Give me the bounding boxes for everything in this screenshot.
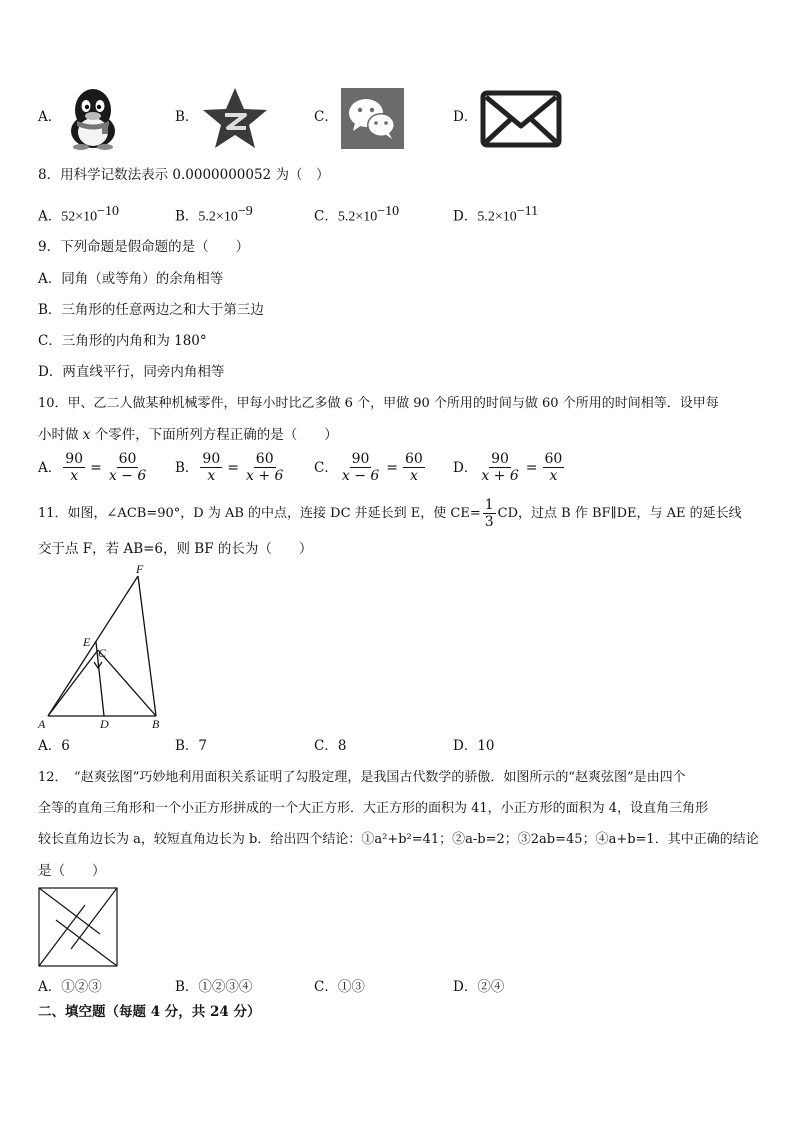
- q9-option-a: A．同角（或等角）的余角相等: [38, 271, 224, 287]
- qq-penguin-icon: [62, 86, 124, 150]
- q11-stem-line2: 交于点 F，若 AB=6，则 BF 的长为（ ）: [38, 541, 313, 557]
- point-label-e: E: [83, 635, 91, 649]
- q12-option-d: D．②④: [453, 979, 505, 995]
- point-label-a: A: [38, 717, 46, 731]
- point-label-b: B: [152, 717, 160, 731]
- q10-option-c: C． $\frac{90}{x - 6}$ = $\frac{60}{x}$: [314, 451, 423, 484]
- point-label-f: F: [136, 562, 144, 576]
- q8-option-d: D．$5.2\times 10^{-11}$: [453, 204, 539, 225]
- q10-option-a: A． $\frac{90}{x}$ = $\frac{60}{x - 6}$: [38, 451, 147, 484]
- q11-stem-line1: 11．如图，∠ACB=90°，D 为 AB 的中点，连接 DC 并延长到 E，使 CE= $\frac{1}{3}$ CD，过点 B 作 BF∥DE，与 AE 的延长线: [38, 497, 742, 530]
- point-label-c: C: [98, 646, 107, 660]
- q7-option-a-label: A．: [38, 109, 62, 125]
- qzone-star-icon: [200, 86, 270, 150]
- q9-option-c: C．三角形的内角和为 180°: [38, 333, 207, 349]
- q9-stem: 9．下列命题是假命题的是（ ）: [38, 239, 250, 255]
- q12-option-b: B．①②③④: [175, 979, 253, 995]
- q11-option-d: D．10: [453, 738, 495, 754]
- q8-option-a: A．$52\times 10^{-10}$: [38, 204, 120, 225]
- q11-geometry-figure: [36, 562, 176, 734]
- q9-option-d: D．两直线平行，同旁内角相等: [38, 364, 225, 380]
- q10-stem-line2: 小时做 x 个零件，下面所列方程正确的是（ ）: [38, 427, 338, 443]
- q8-option-b: B．$5.2\times 10^{-9}$: [175, 204, 253, 225]
- q12-line4: 是（ ）: [38, 863, 106, 879]
- q7-option-b-label: B．: [175, 109, 199, 125]
- section-title-fill-blank: 二、填空题（每题 4 分，共 24 分）: [38, 1004, 261, 1020]
- q11-option-b: B．7: [175, 738, 208, 754]
- q7-option-c-label: C．: [314, 109, 338, 125]
- q10-option-b: B． $\frac{90}{x}$ = $\frac{60}{x + 6}$: [175, 451, 284, 484]
- point-label-d: D: [100, 717, 109, 731]
- q12-line2: 全等的直角三角形和一个小正方形拼成的一个大正方形．大正方形的面积为 41，小正方形的面积为 4，设直角三角形: [38, 801, 709, 816]
- q12-line1: 12． “赵爽弦图”巧妙地利用面积关系证明了勾股定理，是我国古代数学的骄傲．如图所示的“赵爽弦图”是由四个: [38, 770, 686, 785]
- q10-option-d: D． $\frac{90}{x + 6}$ = $\frac{60}{x}$: [453, 451, 563, 484]
- q11-option-c: C．8: [314, 738, 347, 754]
- q12-line3: 较长直角边长为 a，较短直角边长为 b．给出四个结论：①a²+b²=41；②a-b=2；③2ab=45；④a+b=1．其中正确的结论: [38, 832, 759, 847]
- q11-option-a: A．6: [38, 738, 70, 754]
- q7-option-d-label: D．: [453, 109, 478, 125]
- mail-envelope-icon: [480, 90, 562, 148]
- q9-option-b: B．三角形的任意两边之和大于第三边: [38, 302, 264, 318]
- q8-option-c: C．$5.2\times 10^{-10}$: [314, 204, 400, 225]
- q8-stem: 8．用科学记数法表示 0.0000000052 为（ ）: [38, 167, 330, 183]
- q12-option-a: A．①②③: [38, 979, 102, 995]
- wechat-icon: [341, 88, 404, 149]
- q10-stem-line1: 10．甲、乙二人做某种机械零件，甲每小时比乙多做 6 个，甲做 90 个所用的时间与做 60 个所用的时间相等．设甲每: [38, 396, 719, 411]
- q12-option-c: C．①③: [314, 979, 365, 995]
- zhao-shuang-chord-diagram: [38, 887, 118, 967]
